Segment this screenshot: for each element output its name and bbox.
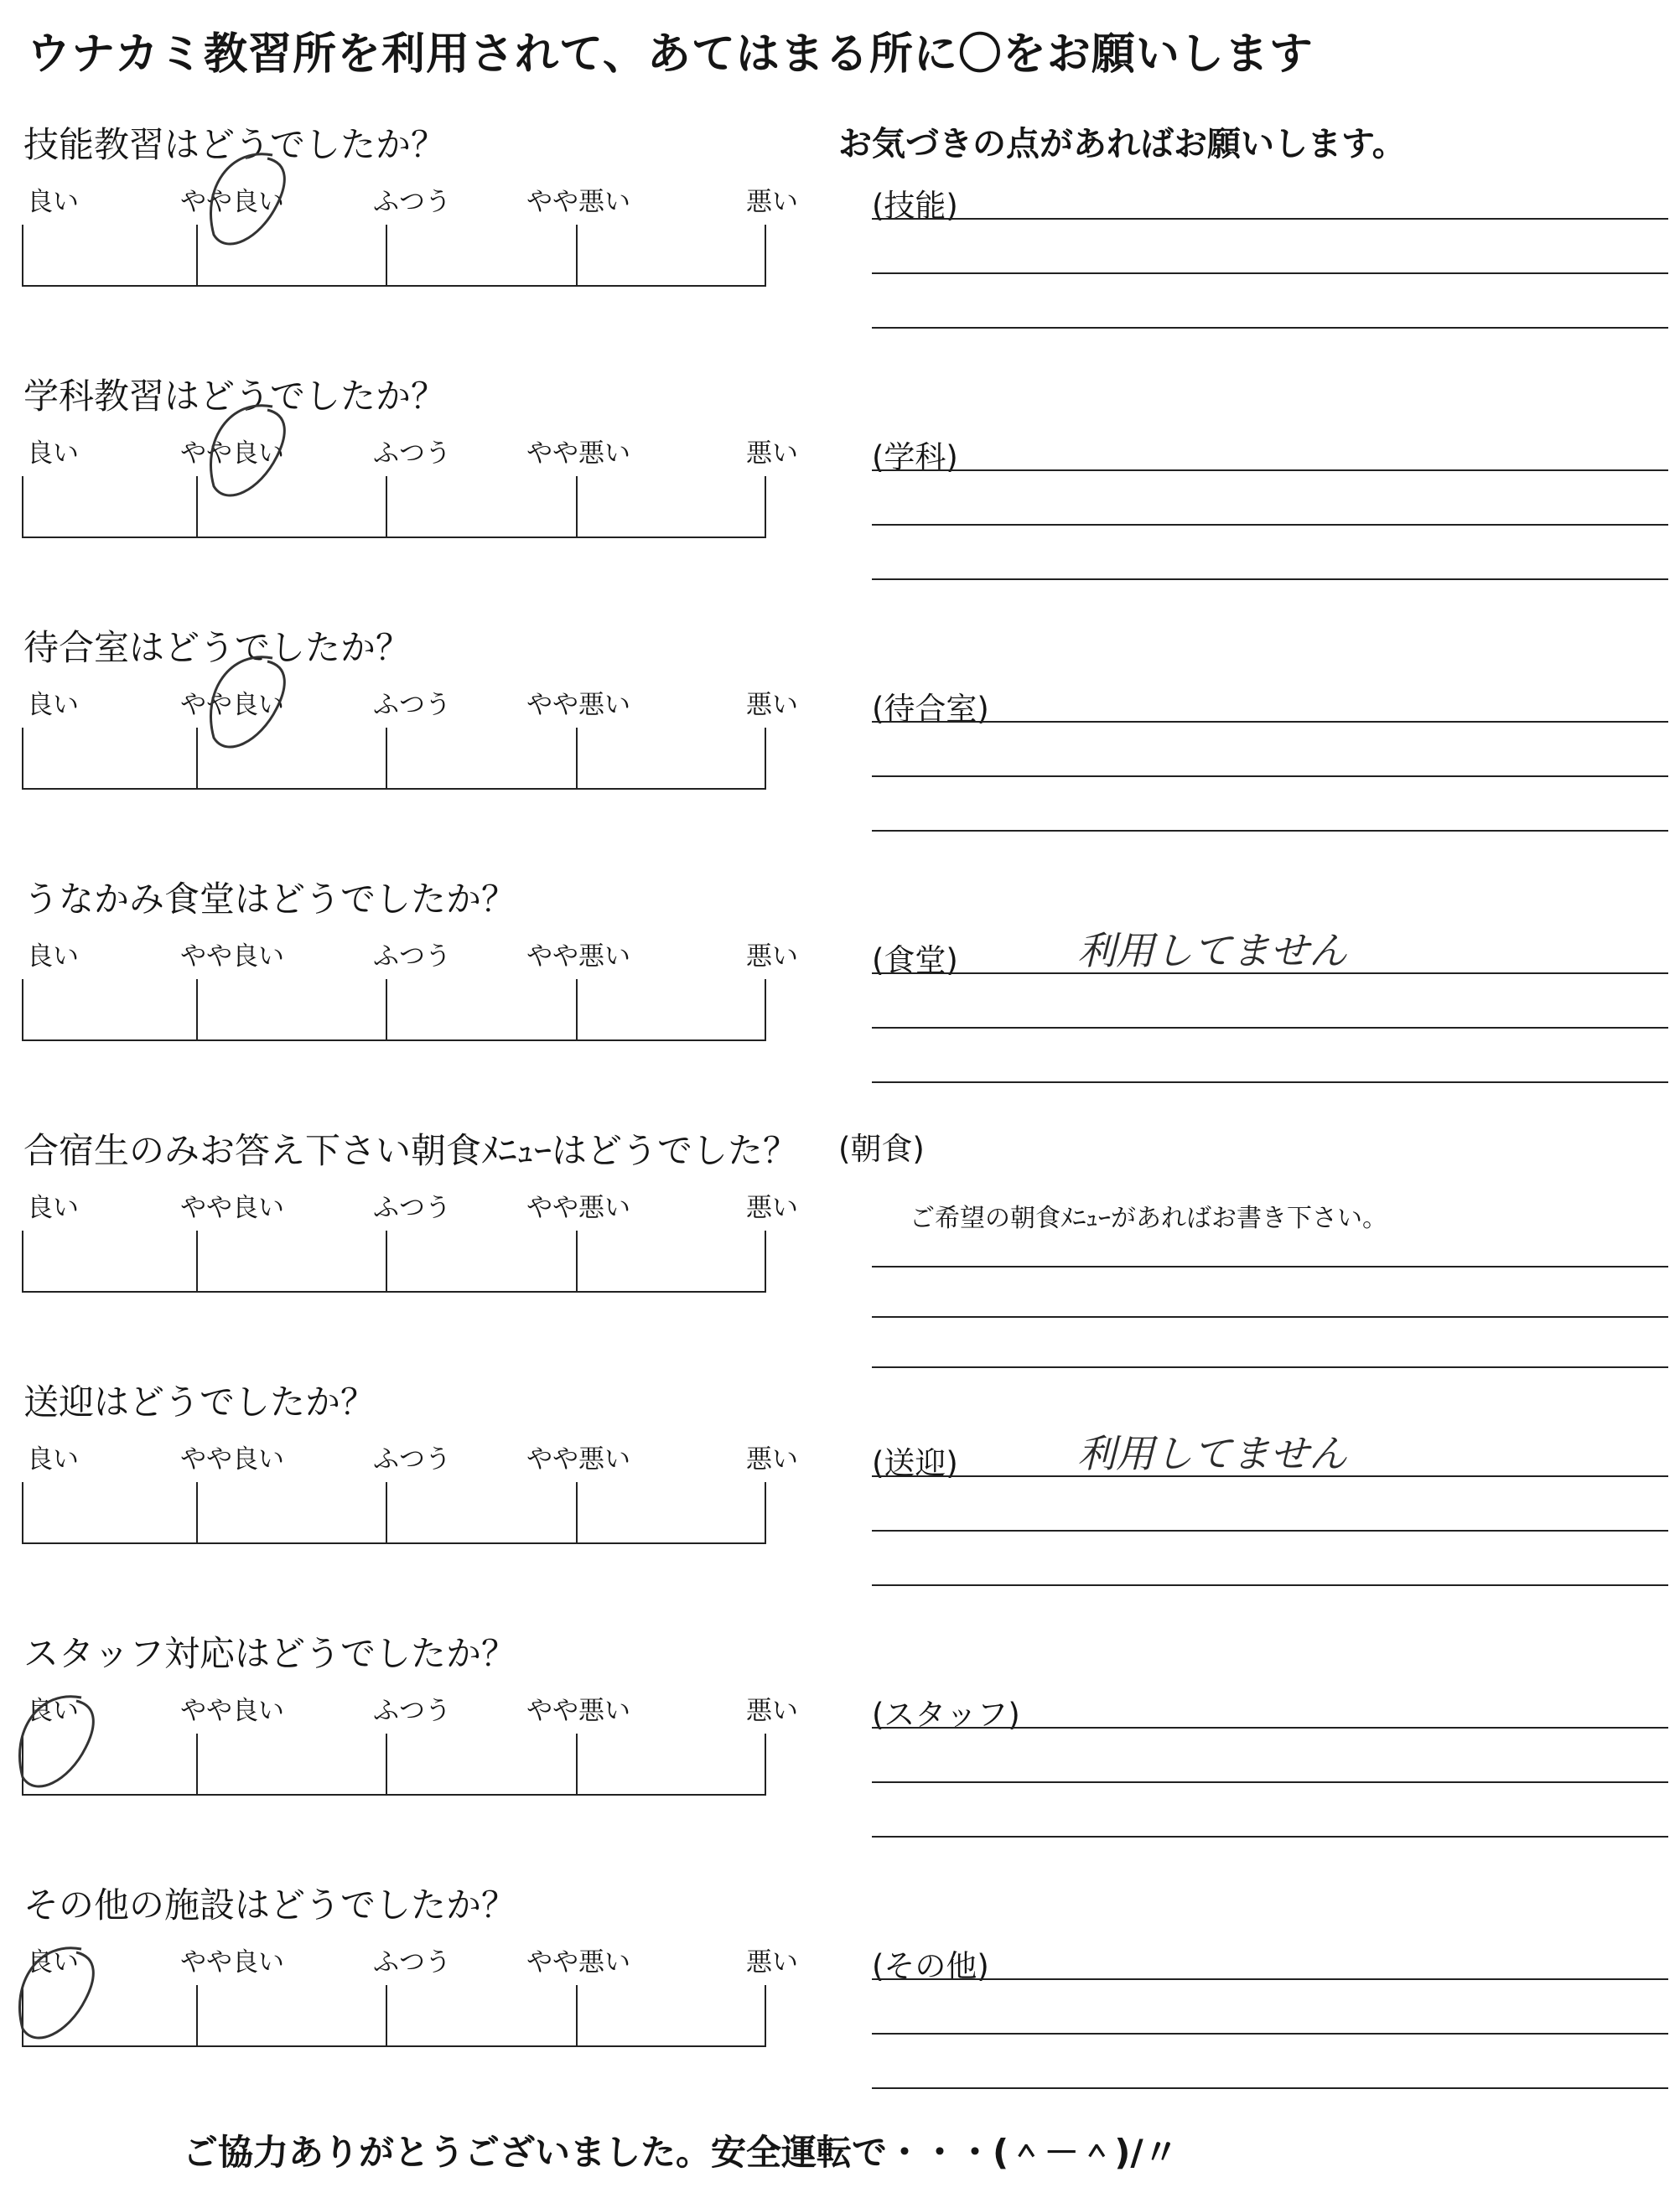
rating-cell[interactable] bbox=[22, 1231, 194, 1291]
rating-cell[interactable] bbox=[574, 1734, 763, 1794]
rating-cell[interactable] bbox=[22, 728, 194, 788]
scale-label: やや良い bbox=[180, 187, 284, 217]
question-text: その他の施設はどうでしたか？ bbox=[23, 1884, 517, 1926]
scale-label: 悪い bbox=[746, 1193, 798, 1223]
scale-label: 良い bbox=[27, 1696, 79, 1726]
rating-cell[interactable] bbox=[384, 1985, 574, 2045]
scale-label: 悪い bbox=[746, 1947, 798, 1978]
question-text: 送迎はどうでしたか？ bbox=[23, 1382, 376, 1423]
question-text: 学科教習はどうでしたか？ bbox=[23, 376, 447, 417]
selection-circle-mark bbox=[180, 390, 306, 516]
scale-label: やや良い bbox=[180, 438, 284, 469]
comment-label: (送迎) bbox=[872, 1445, 958, 1481]
rating-cell[interactable] bbox=[384, 1482, 574, 1542]
comment-label: (その他) bbox=[872, 1948, 989, 1984]
scale-label: 良い bbox=[27, 1947, 79, 1978]
comment-line[interactable] bbox=[872, 1978, 1668, 1980]
scale-label: ふつう bbox=[373, 1947, 451, 1978]
rating-cell[interactable] bbox=[574, 476, 763, 537]
rating-cell[interactable] bbox=[574, 225, 763, 285]
question-text: 技能教習はどうでしたか？ bbox=[23, 124, 447, 165]
scale-label: ふつう bbox=[373, 1696, 451, 1726]
page-title: ウナカミ教習所を利用されて、あてはまる所に〇をお願いします bbox=[27, 29, 1314, 80]
scale-label: やや悪い bbox=[526, 690, 630, 720]
scale-label: ふつう bbox=[373, 438, 451, 469]
handwritten-comment: 利用してません bbox=[1077, 1431, 1347, 1476]
comment-label: (スタッフ) bbox=[872, 1697, 1020, 1733]
comment-label: (技能) bbox=[872, 188, 958, 224]
scale-label: やや悪い bbox=[526, 187, 630, 217]
comment-label: (朝食) bbox=[838, 1131, 925, 1167]
question-text: 合宿生のみお答え下さい朝食ﾒﾆｭｰはどうでした？ bbox=[23, 1130, 799, 1171]
comment-line[interactable] bbox=[872, 1081, 1668, 1083]
comment-label: (食堂) bbox=[872, 942, 958, 978]
rating-cell[interactable] bbox=[574, 1482, 763, 1542]
notes-header: お気づきの点があればお願いします。 bbox=[838, 125, 1406, 163]
rating-cell[interactable] bbox=[384, 225, 574, 285]
scale-label: 良い bbox=[27, 1444, 79, 1475]
scale-label: 悪い bbox=[746, 187, 798, 217]
comment-line[interactable] bbox=[872, 830, 1668, 832]
scale-label: やや良い bbox=[180, 1444, 284, 1475]
comment-line[interactable] bbox=[872, 272, 1668, 274]
scale-label: やや悪い bbox=[526, 941, 630, 972]
rating-cell[interactable] bbox=[384, 979, 574, 1039]
scale-label: 悪い bbox=[746, 1444, 798, 1475]
rating-cell[interactable] bbox=[574, 1985, 763, 2045]
comment-line[interactable] bbox=[872, 524, 1668, 526]
comment-line[interactable] bbox=[872, 1836, 1668, 1838]
scale-label: やや良い bbox=[180, 941, 284, 972]
selection-circle-stroke bbox=[19, 1697, 93, 1786]
selection-circle-mark bbox=[0, 1932, 115, 2058]
scale-label: 良い bbox=[27, 690, 79, 720]
rating-cell[interactable] bbox=[574, 979, 763, 1039]
selection-circle-mark bbox=[0, 1681, 115, 1807]
scale-label: やや良い bbox=[180, 1947, 284, 1978]
scale-label: 悪い bbox=[746, 1696, 798, 1726]
rating-cell[interactable] bbox=[574, 1231, 763, 1291]
comment-line[interactable] bbox=[872, 1530, 1668, 1532]
scale-label: 良い bbox=[27, 187, 79, 217]
comment-line[interactable] bbox=[872, 2087, 1668, 2089]
comment-line[interactable] bbox=[872, 218, 1668, 220]
scale-label: 良い bbox=[27, 941, 79, 972]
selection-circle-stroke bbox=[210, 406, 284, 495]
comment-line[interactable] bbox=[872, 2033, 1668, 2035]
rating-cell[interactable] bbox=[22, 979, 194, 1039]
rating-cell[interactable] bbox=[194, 1482, 384, 1542]
scale-label: ふつう bbox=[373, 1193, 451, 1223]
scale-label: 悪い bbox=[746, 941, 798, 972]
scale-label: やや悪い bbox=[526, 1696, 630, 1726]
scale-label: やや悪い bbox=[526, 1193, 630, 1223]
breakfast-note: ご希望の朝食ﾒﾆｭｰがあればお書き下さい。 bbox=[910, 1204, 1387, 1233]
scale-label: 悪い bbox=[746, 438, 798, 469]
rating-cell[interactable] bbox=[194, 1985, 384, 2045]
handwritten-comment: 利用してません bbox=[1077, 928, 1347, 973]
scale-label: 良い bbox=[27, 438, 79, 469]
scale-label: 良い bbox=[27, 1193, 79, 1223]
scale-label: やや悪い bbox=[526, 1444, 630, 1475]
selection-circle-stroke bbox=[210, 657, 284, 747]
scale-label: ふつう bbox=[373, 1444, 451, 1475]
comment-line[interactable] bbox=[872, 775, 1668, 777]
scale-label: やや良い bbox=[180, 1696, 284, 1726]
rating-cell[interactable] bbox=[22, 225, 194, 285]
rating-cell[interactable] bbox=[194, 1231, 384, 1291]
comment-line[interactable] bbox=[872, 1027, 1668, 1029]
comment-label: (学科) bbox=[872, 439, 958, 475]
question-text: うなかみ食堂はどうでしたか？ bbox=[23, 879, 517, 920]
rating-cell[interactable] bbox=[194, 1734, 384, 1794]
question-text: スタッフ対応はどうでしたか？ bbox=[23, 1633, 517, 1674]
selection-circle-stroke bbox=[19, 1948, 93, 2038]
rating-cell[interactable] bbox=[194, 979, 384, 1039]
comment-line[interactable] bbox=[872, 1584, 1668, 1586]
rating-cell[interactable] bbox=[384, 728, 574, 788]
comment-line[interactable] bbox=[872, 1316, 1668, 1318]
comment-line[interactable] bbox=[872, 469, 1668, 471]
scale-label: やや悪い bbox=[526, 1947, 630, 1978]
rating-cell[interactable] bbox=[384, 1231, 574, 1291]
scale-label: やや良い bbox=[180, 690, 284, 720]
comment-line[interactable] bbox=[872, 578, 1668, 580]
comment-line[interactable] bbox=[872, 1266, 1668, 1267]
comment-line[interactable] bbox=[872, 1727, 1668, 1729]
rating-cell[interactable] bbox=[384, 476, 574, 537]
scale-label: やや良い bbox=[180, 1193, 284, 1223]
scale-label: やや悪い bbox=[526, 438, 630, 469]
rating-cell[interactable] bbox=[22, 1482, 194, 1542]
comment-label: (待合室) bbox=[872, 691, 989, 727]
selection-circle-mark bbox=[180, 138, 306, 264]
rating-cell[interactable] bbox=[22, 476, 194, 537]
scale-label: 悪い bbox=[746, 690, 798, 720]
footer-message: ご協力ありがとうございました。安全運転で・・・(＾－＾)/〃 bbox=[183, 2132, 1179, 2173]
rating-cell[interactable] bbox=[574, 728, 763, 788]
scale-label: ふつう bbox=[373, 690, 451, 720]
scale-label: ふつう bbox=[373, 941, 451, 972]
selection-circle-mark bbox=[180, 641, 306, 767]
comment-line[interactable] bbox=[872, 1781, 1668, 1783]
selection-circle-stroke bbox=[210, 154, 284, 244]
comment-line[interactable] bbox=[872, 327, 1668, 329]
question-text: 待合室はどうでしたか？ bbox=[23, 627, 412, 668]
comment-line[interactable] bbox=[872, 1366, 1668, 1368]
rating-cell[interactable] bbox=[384, 1734, 574, 1794]
scale-label: ふつう bbox=[373, 187, 451, 217]
comment-line[interactable] bbox=[872, 721, 1668, 723]
